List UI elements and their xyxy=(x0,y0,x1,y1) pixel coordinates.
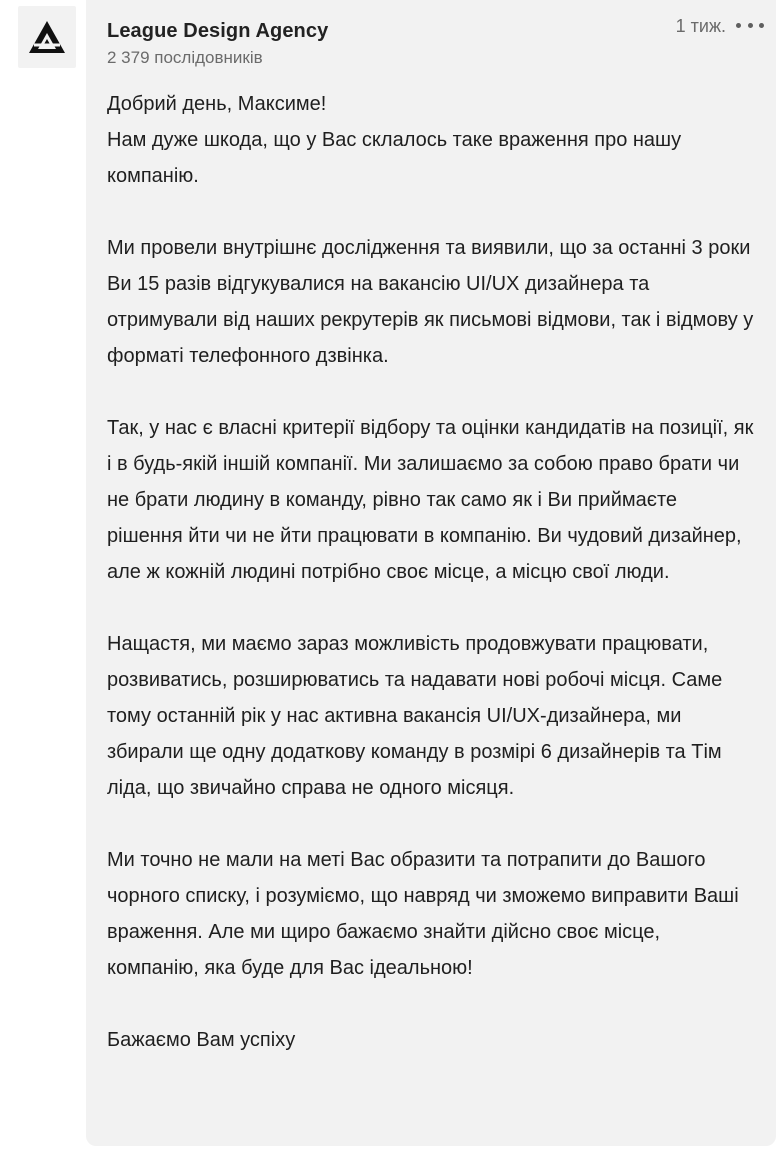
more-dot-2 xyxy=(748,23,753,28)
company-avatar[interactable] xyxy=(18,6,76,68)
league-triangle-logo-icon xyxy=(27,19,67,55)
message-paragraph: Добрий день, Максиме! Нам дуже шкода, що у Вас склалось таке враження про нашу компанію. xyxy=(107,93,682,187)
message-paragraph: Так, у нас є власні критерії відбору та оцінки кандидатів на позиції, як і в будь-якій іншій компанії. Ми залишаємо за собою право брати чи не брати людину в команду, рівно так само як і Ви приймаєте рішення йти чи не йти працювати в компанію. Ви чудовий дизайнер, але ж кожній людині потрібно своє місце, а місцю свої люди. xyxy=(107,417,754,583)
message-paragraph: Ми провели внутрішнє дослідження та виявили, що за останні 3 роки Ви 15 разів відгукувалися на вакансію UI/UX дизайнера та отримували від наших рекрутерів як письмові відмови, так і відмову у форматі телефонного дзвінка. xyxy=(107,237,754,367)
message-paragraph: Бажаємо Вам успіху xyxy=(107,1029,296,1051)
more-dot-1 xyxy=(736,23,741,28)
message-paragraph: Нащастя, ми маємо зараз можливість продовжувати працювати, розвиватись, розширюватись та надавати нові робочі місця. Саме тому останній рік у нас активна вакансія UI/UX-дизайнера, ми збирали ще одну додаткову команду в розмірі 6 дизайнерів та Тім ліда, що звичайно справа не одного місяця. xyxy=(107,633,723,799)
more-dot-3 xyxy=(759,23,764,28)
message-paragraph: Ми точно не мали на меті Вас образити та потрапити до Вашого чорного списку, і розуміємо, що навряд чи зможемо виправити Ваші враження. Але ми щиро бажаємо знайти дійсно своє місце, компанію, яка буде для Вас ідеальною! xyxy=(107,849,739,979)
comment-bubble xyxy=(86,0,776,1146)
follower-count: 2 379 послідовників xyxy=(107,48,263,67)
comment-message xyxy=(107,86,757,1058)
author-name[interactable]: League Design Agency xyxy=(107,20,329,42)
more-horizontal-icon[interactable] xyxy=(736,14,764,36)
post-timestamp: 1 тиж. xyxy=(675,16,726,36)
